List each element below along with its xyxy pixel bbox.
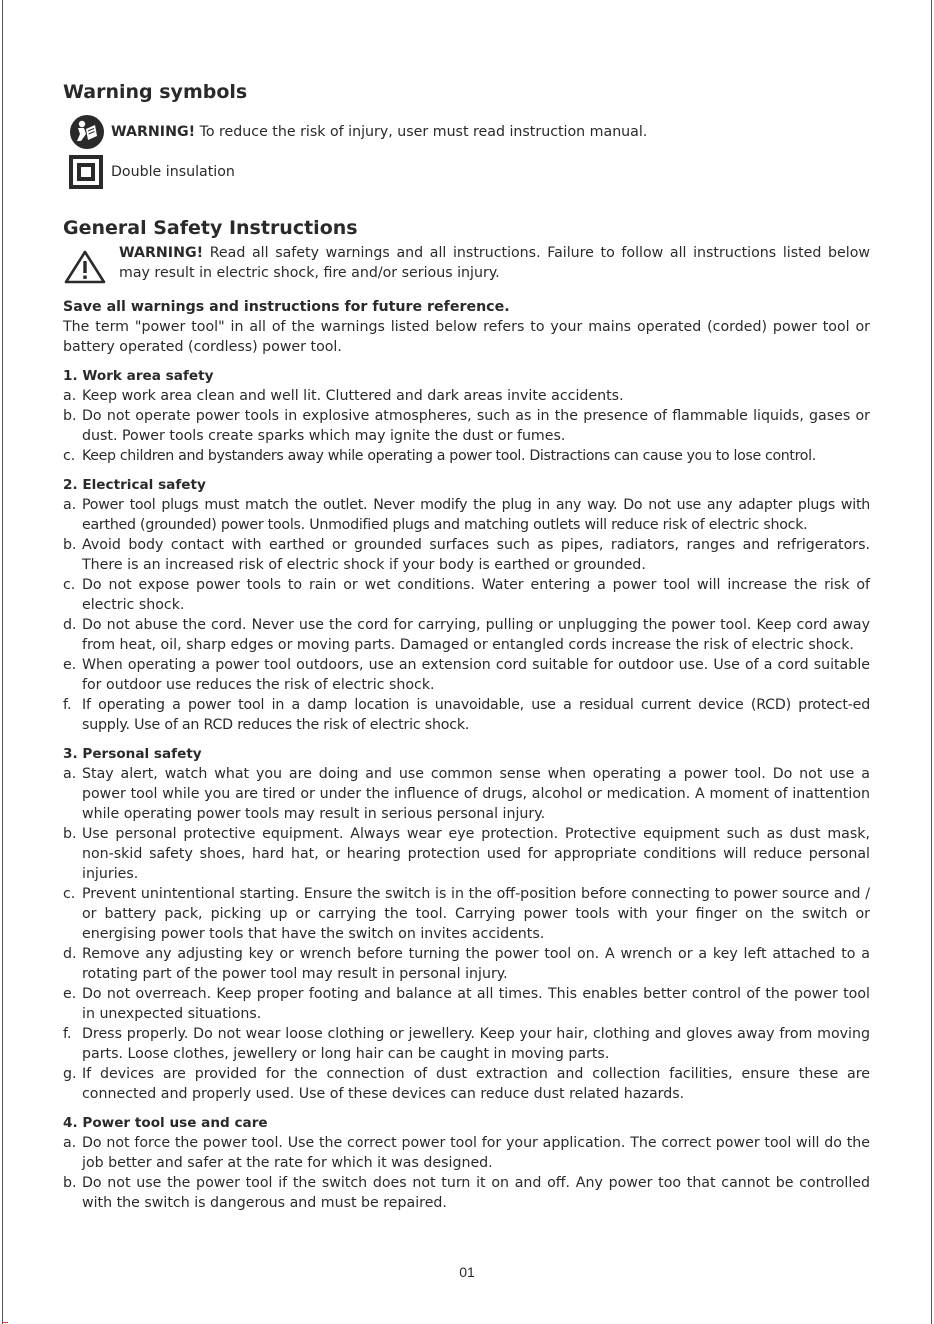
manual-warning-label: WARNING! [111,124,196,140]
list-item [63,944,870,984]
item-letter: b. [63,826,77,842]
double-insulation-text: Double insulation [111,164,235,180]
item-text: If operating a power tool in a damp location is unavoidable, use a residual current device (RCD) protect-ed supply. Use of an RCD reduces the risk of electric shock. [82,697,870,733]
list-item [63,575,870,615]
warning-symbols-heading: Warning symbols [63,81,248,103]
power-tool-term-text: The term "power tool" in all of the warnings listed below refers to your mains operated (corded) power tool or battery operated (cordless) power tool. [63,319,870,355]
item-text: Dress properly. Do not wear loose clothing or jewellery. Keep your hair, clothing and gloves away from moving parts. Loose clothes, jewellery or long hair can be caught in moving parts. [82,1026,870,1062]
item-letter: f. [63,697,72,713]
list-item [63,446,870,466]
general-warning-text [119,243,870,289]
general-safety-heading: General Safety Instructions [63,217,358,239]
list-item [63,1024,870,1064]
item-letter: b. [63,537,77,553]
section-title: 1. Work area safety [63,368,214,384]
item-letter: c. [63,577,76,593]
section-power-tool-use [63,1113,870,1213]
list-item [63,824,870,884]
list-item [63,495,870,535]
read-manual-icon [63,114,111,150]
item-letter: f. [63,1026,72,1042]
manual-warning-text [111,122,647,142]
item-letter: b. [63,1175,77,1191]
page-content [63,78,870,1213]
symbol-row-manual [63,112,870,152]
item-text: Remove any adjusting key or wrench before turning the power tool on. A wrench or a key left attached to a rotating part of the power tool may result in personal injury. [82,946,870,982]
list-item [63,386,870,406]
section-title: 2. Electrical safety [63,477,206,493]
item-text: Prevent unintentional starting. Ensure the switch is in the off-position before connecting to power source and / or battery pack, picking up or carrying the tool. Carrying power tools with your finger on the switch or energising power tools that have the switch on invites accidents. [82,886,870,942]
general-warning-block [63,243,870,289]
section-title: 3. Personal safety [63,746,202,762]
item-letter: d. [63,617,77,633]
item-text: Power tool plugs must match the outlet. Never modify the plug in any way. Do not use any adapter plugs with earthed (grounded) power tools. Unmodified plugs and matching outlets will reduce risk of electric shock. [82,497,870,533]
item-text: When operating a power tool outdoors, use an extension cord suitable for outdoor use. Use of a cord suitable for outdoor use reduces the risk of electric shock. [82,657,870,693]
section-personal-safety [63,744,870,1104]
item-text: Keep children and bystanders away while operating a power tool. Distractions can cause you to lose control. [82,448,816,464]
warning-triangle-icon [63,243,119,289]
item-text: Do not operate power tools in explosive atmospheres, such as in the presence of flammable liquids, gases or dust. Power tools create sparks which may ignite the dust or fumes. [82,408,870,444]
item-letter: c. [63,886,76,902]
list-item [63,764,870,824]
list-item [63,1173,870,1213]
list-item [63,984,870,1024]
item-letter: g. [63,1066,77,1082]
list-item [63,535,870,575]
general-warning-label: WARNING! [119,245,204,261]
item-letter: a. [63,388,77,404]
item-text: Do not use the power tool if the switch does not turn it on and off. Any power too that cannot be controlled with the switch is dangerous and must be repaired. [82,1175,870,1211]
item-letter: b. [63,408,77,424]
save-instructions-line: Save all warnings and instructions for future reference. [63,299,510,315]
list-item [63,695,870,735]
list-item [63,655,870,695]
manual-warning-body: To reduce the risk of injury, user must read instruction manual. [195,124,648,140]
item-text: Do not force the power tool. Use the correct power tool for your application. The correct power tool will do the job better and safer at the rate for which it was designed. [82,1135,870,1171]
general-warning-body: Read all safety warnings and all instructions. Failure to follow all instructions listed below may result in electric shock, fire and/or serious injury. [119,245,870,281]
item-text: Do not overreach. Keep proper footing and balance at all times. This enables better control of the power tool in unexpected situations. [82,986,870,1022]
item-text: If devices are provided for the connection of dust extraction and collection facilities, ensure these are connected and properly used. Use of these devices can reduce dust related hazards. [82,1066,870,1102]
item-letter: e. [63,986,77,1002]
item-letter: c. [63,448,76,464]
item-text: Use personal protective equipment. Always wear eye protection. Protective equipment such as dust mask, non-skid safety shoes, hard hat, or hearing protection used for appropriate conditions will reduce personal injuries. [82,826,870,882]
item-letter: a. [63,766,77,782]
item-text: Do not abuse the cord. Never use the cord for carrying, pulling or unplugging the power tool. Keep cord away from heat, oil, sharp edges or moving parts. Damaged or entangled cords increase the risk of electric shock. [82,617,870,653]
item-letter: a. [63,1135,77,1151]
double-insulation-icon [63,155,111,189]
item-text: Keep work area clean and well lit. Cluttered and dark areas invite accidents. [82,388,624,404]
section-work-area-safety [63,366,870,466]
item-letter: e. [63,657,77,673]
item-text: Stay alert, watch what you are doing and use common sense when operating a power tool. Do not use a power tool while you are tired or under the influence of drugs, alcohol or medication. A moment of inattention while operating power tools may result in serious personal injury. [82,766,870,822]
item-letter: d. [63,946,77,962]
item-letter: a. [63,497,77,513]
symbol-row-double-insulation [63,152,870,192]
list-item [63,1064,870,1104]
page-border-left [2,0,3,1324]
list-item [63,884,870,944]
section-title: 4. Power tool use and care [63,1115,268,1131]
page-border-right [931,0,932,1324]
list-item [63,615,870,655]
item-text: Do not expose power tools to rain or wet conditions. Water entering a power tool will increase the risk of electric shock. [82,577,870,613]
list-item [63,406,870,446]
section-electrical-safety [63,475,870,735]
list-item [63,1133,870,1173]
crop-mark [2,1322,8,1323]
page-number: 01 [459,1264,475,1280]
item-text: Avoid body contact with earthed or grounded surfaces such as pipes, radiators, ranges and refrigerators. There is an increased risk of electric shock if your body is earthed or grounded. [82,537,870,573]
